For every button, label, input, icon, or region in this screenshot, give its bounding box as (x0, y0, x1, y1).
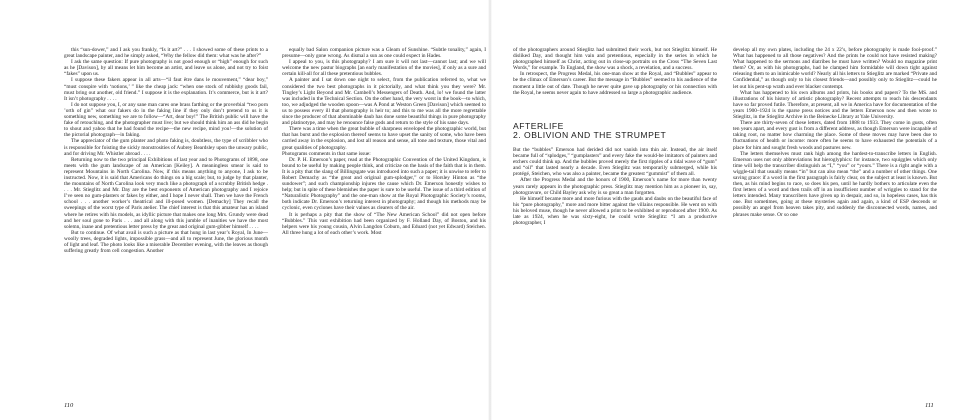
paragraph: But the “bubbles” Emerson had derided did not vanish into thin air. Instead, the air itself became full of “splodges,” “gumplasters” and every fake the would-be imitators of painters and etchers could think up. And the bubbles proved merely the first ripples of a tidal wave of “gum” and “oil” that lasted nearly a decade. Even Stieglitz was temporarily submerged, while his protégé, Steichen, who was also a painter, became the greatest “gummist” of them all. (513, 146, 717, 178)
paragraph: of the photographers around Stieglitz had submitted their work, but not Stieglitz himself. He disliked Day, and thought him vain and pretentious, especially in the series in which he photographed himself as Christ, acting out in close-up portraits on the Cross “The Seven Last Words,” for example. To England, the show was a shock, a revelation, and a success. (513, 47, 717, 72)
paragraph: He himself became more and more furious with the gauds and daubs on the beautiful face of his “pure photography,” more and more bitter against the villains responsible. He went on with his beloved muse, though he never allowed a print to be exhibited or reproduced after 1900. As late as 1924, when he was sixty-eight, he could write Stieglitz: “I am a productive photographer, I (513, 195, 717, 227)
left-page-column-2 (282, 47, 486, 403)
paragraph: The appreciator of the gum planter and photo faking is, doubtless, the type of scribbler who is responsible for foisting the sickly monstrosities of Aubrey Beardsley upon the unwary public, and for driving Mr. Whistler abroad . . . . (64, 138, 268, 157)
paragraph: Dr. P. H. Emerson’s paper, read at the Photographic Convention of the United Kingdom, is bound to be useful by making people think, and criticize on the basis of the faith that is in them. It is a pity that the slang of Billingsgate was introduced into such a paper; it is unwise to refer to Robert Demachy as “the great and original gum-splodger,” or to Horsley Hinton as “the sundower”; and such championship injures the cause which Dr. Emerson honestly wishes to help; but in spite of these blemishes the paper is sure to be useful. The issue of a third edition of “Naturalistic Photography” and the one-man show at the Royal Photographic Society’s rooms, both indicate Dr. Emerson’s returning interest in photography; and though his methods may be cyclonic, even cyclones have their values as clearers of the air. (282, 156, 486, 212)
paragraph: Photograms comments in that same issue: (282, 150, 371, 157)
section-heading-line-1: AFTERLIFE (513, 120, 564, 131)
paragraph: What has happened to his own albums and prints, his books and papers? To the MS. and illustrations of his history of artistic photography? Recent attempts to reach his descendants have so far proved futile. Therefore, at present, all we in America have for documentation of the years 1900–1924 is the sparse press notices and the letters Emerson now and then wrote to Stieglitz, in the Stieglitz Archive in the Beinecke Library at Yale University. (733, 89, 937, 121)
section-heading (513, 122, 717, 141)
paragraph: equally bad Salon companion picture was a Gleam of Sunshine. “Subtle tonality,” again, I presume—only gone wrong. As dismal a sun as one could expect in Hades. (282, 47, 486, 60)
paragraph: A painter and I sat down one night to select, from the publication referred to, what we considered the two best photographs in it pictorially, and what think you they were? Mr. Tingley’s Light Beyond and Mr. Cambell’s Messengers of Death. And, lo! we found the latter was included in the Technical Section. On the other hand, the very worst in the book—to which, too, we adjudged the wooden spoon—was A Pond at Weston Green [Davison] which seemed to us to possess every ill that photography is heir to; and this to me was all the more regrettable since the producer of that abominable daub has done some beautiful things in pure photography and platinotype, and may he renounce false gods and return to the style of his sane days. (282, 77, 486, 127)
paragraph: But to continue. Of what avail is such a picture as that hung in last year’s Royal, In June—woolly trees, degraded lights, impossible grass—and all to represent June, the glorious month of light and leaf. The photo looks like a miserable December evening, with the leaves as though suffering greatly from cell congestion. Another (64, 229, 268, 255)
paragraph: In retrospect, the Progress Medal, his one-man show at the Royal, and “Bubbles” appear to be the climax of Emerson’s career. But the message in “Bubbles” seemed to his audience of the moment a little out of date. Though he never quite gave up photography or his connection with the Royal, he seems never again to have addressed so large a photographic audience. (513, 71, 717, 96)
page-number-left: 110 (64, 402, 74, 409)
right-page-column-2 (733, 47, 937, 403)
paragraph: I appeal to you, is this photography? I am sure it will not last—cannot last; and we will welcome the new pastur biographs [an early manifestation of the movies], if only as a sure and certain kill-all for all these pretentious bubbles. (282, 59, 486, 78)
paragraph: Returning now to the two principal Exhibitions of last year and to Photograms of 1898, one meets with the gum landscape of an American [Keiley]. A meaningless smear is said to represent Mountains in North Carolina. Now, if this means anything to anyone, I ask to be instructed. Now, it is said that Americans do things on a big scale; but, to judge by that planter, the mountains of North Carolina look very much like a photograph of a scrubby British hedge . . . . Mr. Stieglitz and Mr. Day are the best exponents of American photography and I rejoice I’ve seen no gum-plasters or fakes by either, and I hope I never shall. Then we have the French school . . . another worker’s theatrical and ill-posed women. [Demachy] They recall the sweepings of the worst type of Paris atelier. The chief interest is that this amateur has an island where he retires with his models, as idyllic picture that makes one long Mrs. Grundy were dead and her soul gone to Paris . . . and all along with this jumble of inanities we have the most solemn, inane and pretentious letter press by the great and original gum-gibber himself . . . . (64, 156, 268, 230)
section-heading-line-2: 2. OBLIVION AND THE STRUMPET (513, 130, 667, 141)
left-page-column-1 (64, 47, 268, 403)
paragraph: There was a time when the great bubble of sharpness enveloped the photographic world, but that has burst and the explosion thereof seems to have upset the sanity of some, who have been carried away in the explosion, and lost all reason and sense, all tone and texture, those vital and great qualities of photography. (282, 126, 486, 151)
right-col1-paragraphs-after (513, 147, 717, 226)
paragraph: this “sun-dower,” and I ask you frankly, “Is it art?” . . . I showed some of these prints to a great landscape painter, and he simply asked, “Why the fellow did them: what was he after?” (64, 47, 268, 60)
paragraph: There are thirty-seven of these letters, dated from 1888 to 1933. They come in gusts, often ten years apart, and every gust is from a different address, as though Emerson were incapable of taking root, no matter how charming the place. Some of these moves may have been due to fluctuations of health or income: more often he seems to have exhausted the potentials of a place for him and sought fresh woods and pastures new. (733, 120, 937, 151)
paragraph: I suppose these fakers appear in all arts—“il faut être dans le mouvement,” “dear boy,” “must conspire with ‘notions,’ ” like the cheap jack: “when one stock of rubbishy goods fail, must bring out another, old friend.” I suppose it is the explanation. It’s commerce, but is it art? It isn’t photography . . . . (64, 77, 268, 102)
right-col1-paragraphs-before (513, 47, 717, 96)
paragraph: I ask the same question: If pure photography is not good enough or “high” enough for such as he [Davison], by all means let him become an artist, and leave us alone, and not try to foist “fakes” upon us. (64, 59, 268, 78)
page-number-right: 111 (925, 402, 934, 409)
paragraph: The letters themselves must rank high among the hardest-to-transcribe letters in English. Emerson uses not only abbreviations but hieroglyphics: for instance, two squiggles which only time will help the transcriber distinguish as “I,” “you” or “yours.” There is a right angle with a wiggle-tail that usually means “in” but can also mean “the” and a number of other things. One saving grace: if a word in the first paragraph is fairly clear, on the subject at least is known. But then, as his mind begins to race, so does his pen, until he hardly bothers to articulate even the first letters of a word and then trails off in an insufficient number of wriggles to stand for the letters intended. Many transcribers have given up in despair, and so, in hopeless cases, has this one. But sometimes, going at these mysteries again and again, a kind of ESP descends or possibly an angel from heaven takes pity, and suddenly the disconnected words, names, and phrases make sense. Or so one (733, 150, 937, 218)
paragraph: develop all my own plates, including the 24 x 22’s, before photography is made fool-proof.” What has happened to all those negatives? And the prints he could not have resisted making? What happened to the sermons and diatribes he must have written? Would no magazine print them? Or, as with his photographs, had he clamped him formidable will down tight against releasing them to an inimicable world? Nearly all his letters to Stieglitz are marked “Private and Confidential,” as though only to his closest friends—and possibly only to Stieglitz—could he let out his pent-up wrath and ever blacker contempt. (733, 47, 937, 90)
paragraph: After the Progress Medal and the honors of 1900, Emerson’s name for more than twenty years rarely appears in the photographic press. Stieglitz may mention him as a pioneer in, say, photogravure, or Child Bayley ask why is so great a man forgotten. (513, 177, 717, 196)
paragraph: I do not suppose you, I, or any sane man cares one brass farthing or the proverbial “two porn ’orth of gin” what our fakers do in the faking line if they only don’t pretend to us it is something new, something we are to follow—“Art, dear boy!” The British public will have the fake of retouching, and the photographer must live; but we should think him an ass did he begin to shout and yahoo that he had found the recipe—the new recipe, mind you!—the solution of the pictorial photograph—in faking. (64, 101, 268, 139)
paragraph: It is perhaps a pity that the show of “The New American School” did not open before “Bubbles.” This vast exhibition had been organized by F. Holland Day, of Boston, and his helpers were his young cousin, Alvin Langdon Coburn, and Eduard (not yet Edward) Steichen. All three hung a lot of each other’s work. Most (282, 211, 486, 236)
right-page (490, 0, 980, 420)
right-page-column-1 (513, 47, 717, 403)
